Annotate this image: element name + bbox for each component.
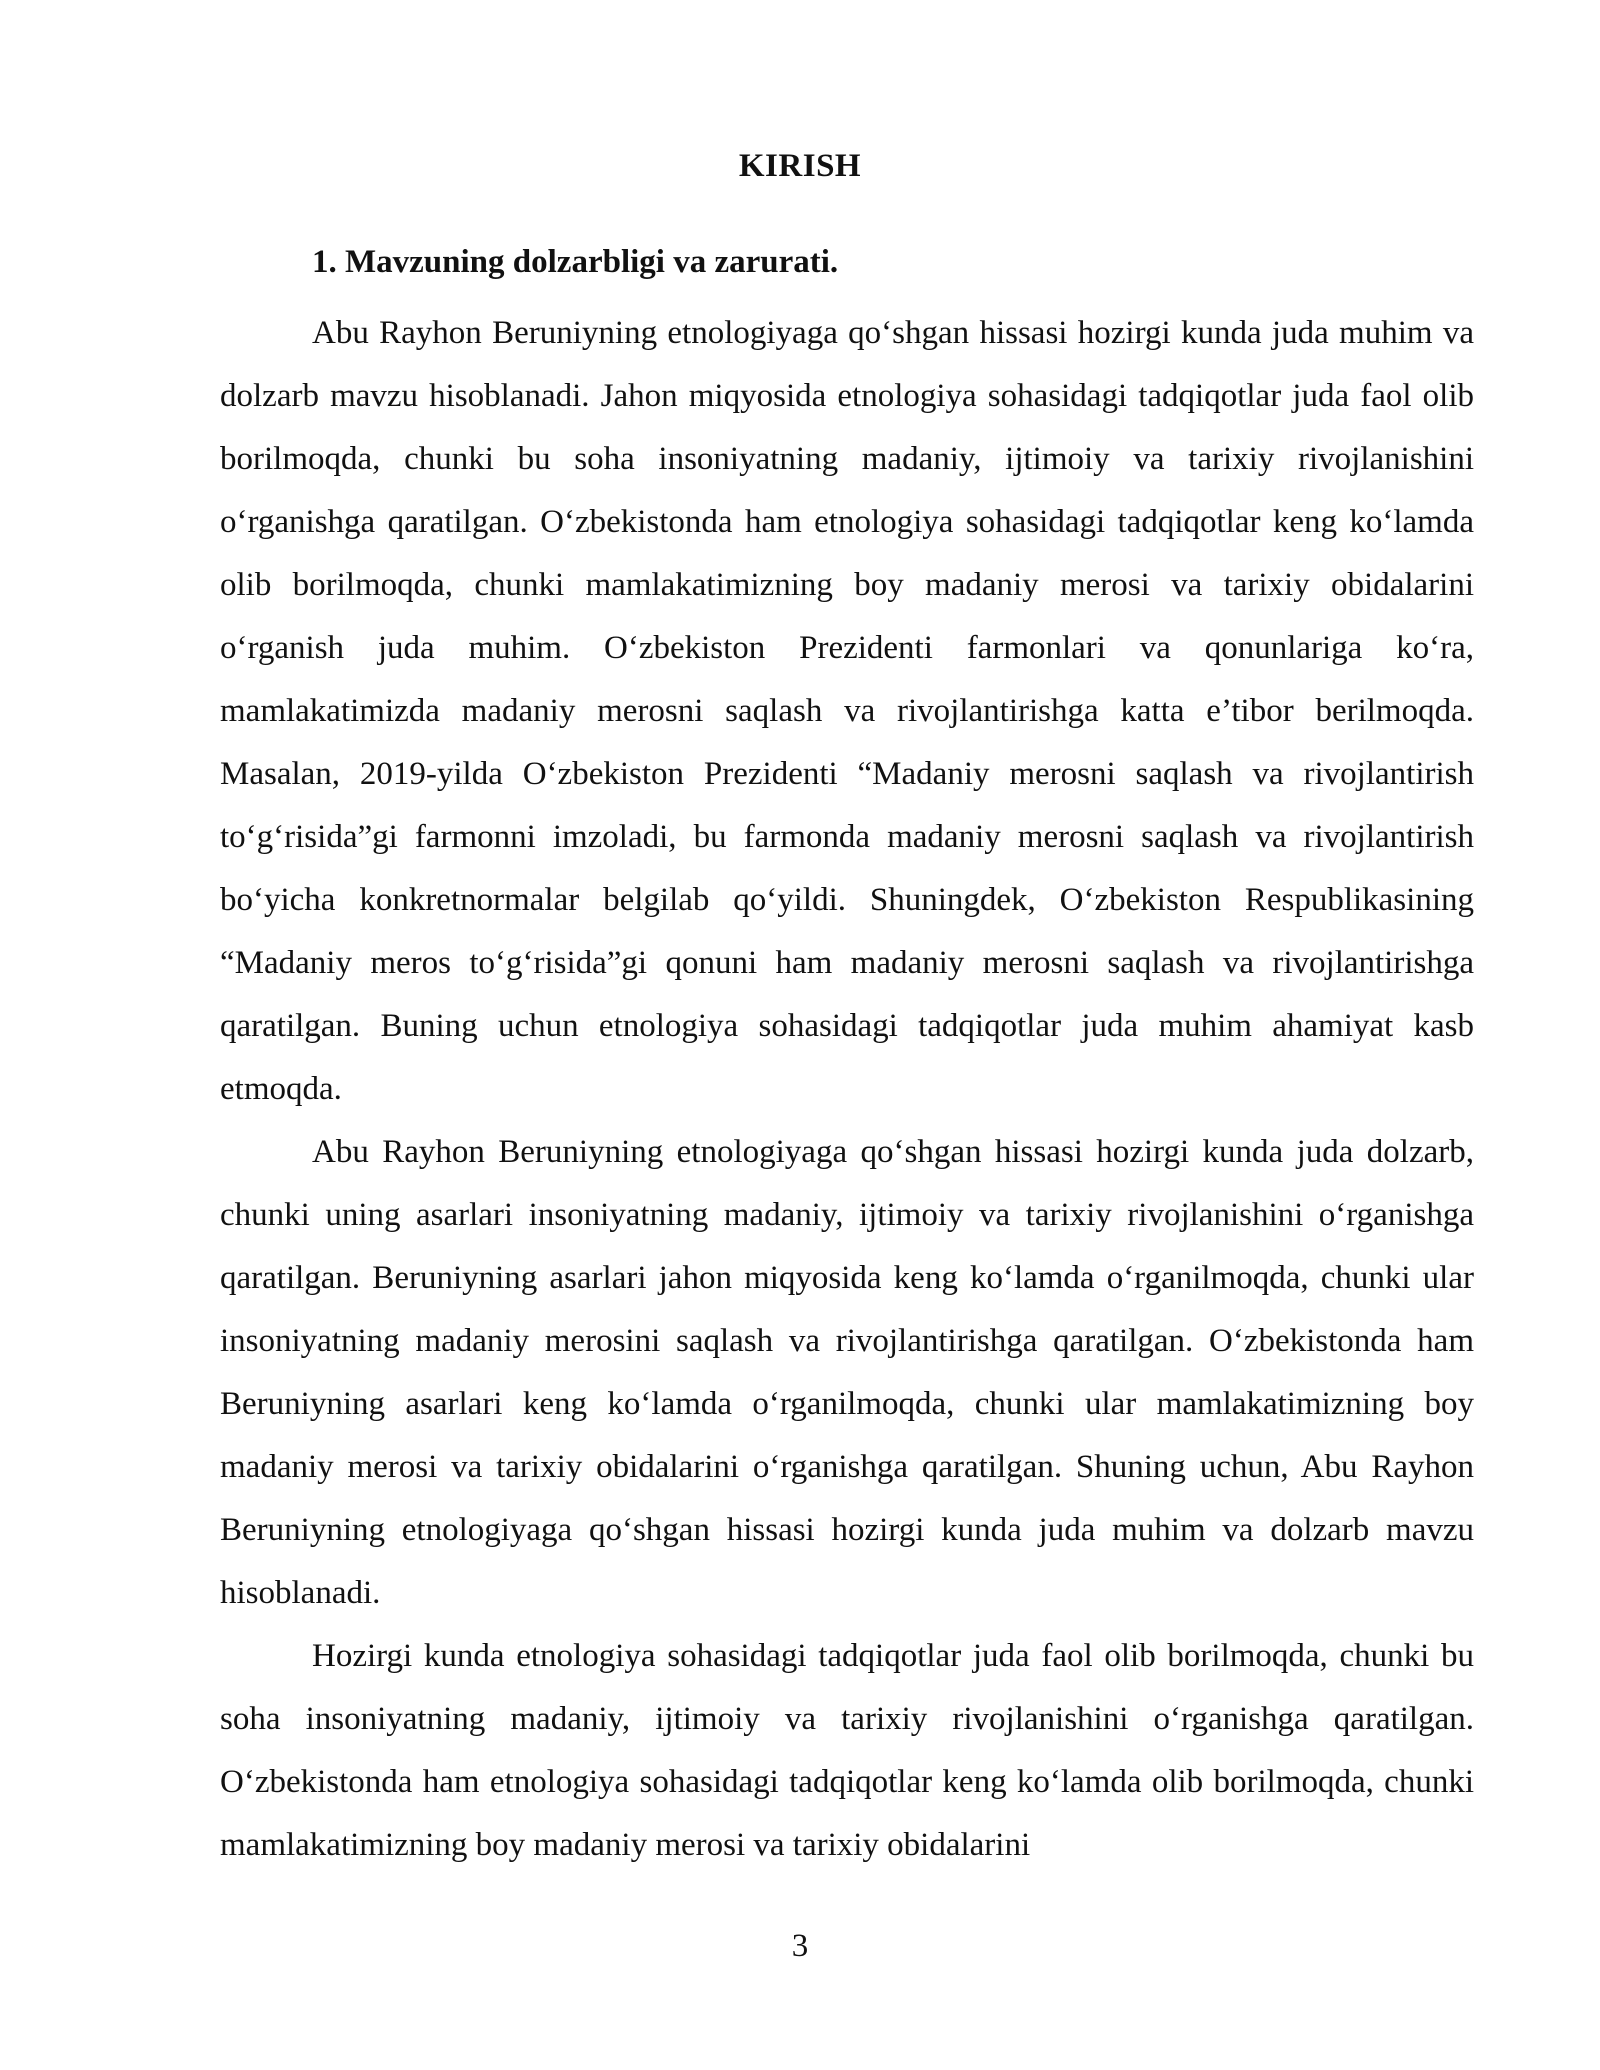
page-number: 3 [791,1928,809,1964]
body-text [220,302,1474,1877]
section-heading: KIRISH [738,148,862,184]
paragraph-3: Hozirgi kunda etnologiya sohasidagi tadqiqotlar juda faol olib borilmoqda, chunki bu soha insoniyatning madaniy, ijtimoiy va tarixiy rivojlanishini o‘rganishga qaratilgan. O‘zbekistonda ham etnologiya sohasidagi tadqiqotlar keng ko‘lamda olib borilmoqda, chunki mamlakatimizning boy madaniy merosi va tarixiy obidalarini [220,1638,1474,1863]
paragraph-2: Abu Rayhon Beruniyning etnologiyaga qo‘shgan hissasi hozirgi kunda juda dolzarb, chunki uning asarlari insoniyatning madaniy, ijtimoiy va tarixiy rivojlanishini o‘rganishga qaratilgan. Beruniyning asarlari jahon miqyosida keng ko‘lamda o‘rganilmoqda, chunki ular insoniyatning madaniy merosini saqlash va rivojlantirishga qaratilgan. O‘zbekistonda ham Beruniyning asarlari keng ko‘lamda o‘rganilmoqda, chunki ular mamlakatimizning boy madaniy merosi va tarixiy obidalarini o‘rganishga qaratilgan. Shuning uchun, Abu Rayhon Beruniyning etnologiyaga qo‘shgan hissasi hozirgi kunda juda muhim va dolzarb mavzu hisoblanadi. [220,1134,1474,1611]
subsection-heading: 1. Mavzuning dolzarbligi va zarurati. [312,244,839,280]
paragraph-1: Abu Rayhon Beruniyning etnologiyaga qo‘shgan hissasi hozirgi kunda juda muhim va dolzarb mavzu hisoblanadi. Jahon miqyosida etnologiya sohasidagi tadqiqotlar juda faol olib borilmoqda, chunki bu soha insoniyatning madaniy, ijtimoiy va tarixiy rivojlanishini o‘rganishga qaratilgan. O‘zbekistonda ham etnologiya sohasidagi tadqiqotlar keng ko‘lamda olib borilmoqda, chunki mamlakatimizning boy madaniy merosi va tarixiy obidalarini o‘rganish juda muhim. O‘zbekiston Prezidenti farmonlari va qonunlariga ko‘ra, mamlakatimizda madaniy merosni saqlash va rivojlantirishga katta e’tibor berilmoqda. Masalan, 2019-yilda O‘zbekiston Prezidenti “Madaniy merosni saqlash va rivojlantirish to‘g‘risida”gi farmonni imzoladi, bu farmonda madaniy merosni saqlash va rivojlantirish bo‘yicha konkretnormalar belgilab qo‘yildi. Shuningdek, O‘zbekiston Respublikasining “Madaniy meros to‘g‘risida”gi qonuni ham madaniy merosni saqlash va rivojlantirishga qaratilgan. Buning uchun etnologiya sohasidagi tadqiqotlar juda muhim ahamiyat kasb etmoqda. [220,315,1474,1107]
